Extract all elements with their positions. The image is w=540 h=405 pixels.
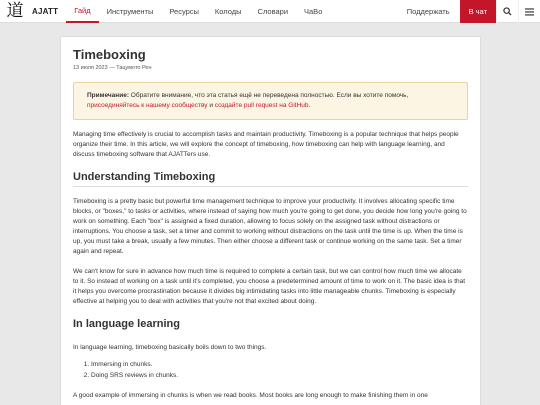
nav-item-tools[interactable]: Инструменты bbox=[106, 6, 154, 16]
notice-label: Примечание: bbox=[87, 92, 129, 99]
github-pr-link[interactable]: создайте pull request на GitHub bbox=[214, 102, 309, 109]
notice-text-and: и bbox=[207, 102, 215, 109]
search-icon[interactable] bbox=[496, 0, 518, 23]
nav-right-group bbox=[397, 0, 540, 23]
nav-item-guide[interactable]: Гайд bbox=[66, 0, 98, 23]
chunks-list bbox=[91, 359, 468, 381]
paragraph-definition: Timeboxing is a pretty basic but powerful time management technique to improve your productivity. It involves allocating specific time blocks, or "boxes," to tasks or activities, where instead of saying how much you're going to get done, you decide how long you're going to work on something. Each "box" is assigned a fixed duration, allowing to focus solely on the assigned task without distractions or interruptions. You choose a task, set a timer and commit to working without distractions on the task until the time is up. When the time is up, you must take a break, usually a few minutes. Then either choose a different task or continue working on the same task. Set a timer again and repeat. bbox=[73, 198, 467, 255]
heading-language-learning: In language learning bbox=[73, 318, 180, 330]
nav-item-resources[interactable]: Ресурсы bbox=[169, 6, 199, 16]
community-link[interactable]: присоединяйтесь к нашему сообществу bbox=[87, 102, 208, 109]
article-meta: 13 июля 2023 — Тацумото Рен bbox=[73, 65, 152, 71]
support-link[interactable]: Поддержать bbox=[406, 7, 450, 16]
paragraph-control: We can't know for sure in advance how much time is required to complete a certain task, but we can control how much time we allocate to it. So instead of working on a task until it's completed, you choose a predetermined amount of time to work on it. The basic idea is that it helps you overcome procrastination because it divides big intimidating tasks into little manageable chunks. Timeboxing is especially effective at helping you to deal with activities that you're not that excited about doing. bbox=[73, 268, 466, 305]
nav-item-faq[interactable]: ЧаВо bbox=[304, 6, 323, 16]
main-nav bbox=[66, 0, 330, 23]
page-title: Timeboxing bbox=[73, 47, 146, 62]
nav-item-dictionaries[interactable]: Словари bbox=[257, 6, 289, 16]
paragraph-books: A good example of immersing in chunks is when we read books. Most books are long enough to make finishing them in one bbox=[73, 392, 428, 399]
list-item: 2. Doing SRS reviews in chunks. bbox=[91, 370, 468, 381]
menu-icon[interactable] bbox=[518, 0, 540, 23]
site-name: AJATT bbox=[32, 6, 59, 16]
notice-text: Обратите внимание, что эта статья ещё не переведена полностью. Если вы хотите помочь, bbox=[129, 92, 409, 99]
brand-home-link[interactable] bbox=[0, 0, 58, 23]
intro-paragraph: Managing time effectively is crucial to accomplish tasks and maintain productivity. Timeboxing is a popular technique that helps people organize their time. In this article, we will explore the concept of timeboxing, how timeboxing can help with language learning, and discuss timeboxing software that AJATTers use. bbox=[73, 131, 459, 158]
article-card bbox=[60, 36, 481, 405]
notice-text-end: . bbox=[308, 102, 311, 109]
list-item: 1. Immersing in chunks. bbox=[91, 359, 468, 370]
nav-item-decks[interactable]: Колоды bbox=[214, 6, 242, 16]
translation-notice bbox=[73, 82, 468, 120]
chat-button[interactable]: В чат bbox=[460, 0, 496, 23]
paragraph-two-things: In language learning, timeboxing basically boils down to two things. bbox=[73, 344, 267, 351]
top-navbar bbox=[0, 0, 540, 23]
heading-understanding: Understanding Timeboxing bbox=[73, 171, 468, 187]
site-logo: 道 bbox=[6, 1, 24, 21]
